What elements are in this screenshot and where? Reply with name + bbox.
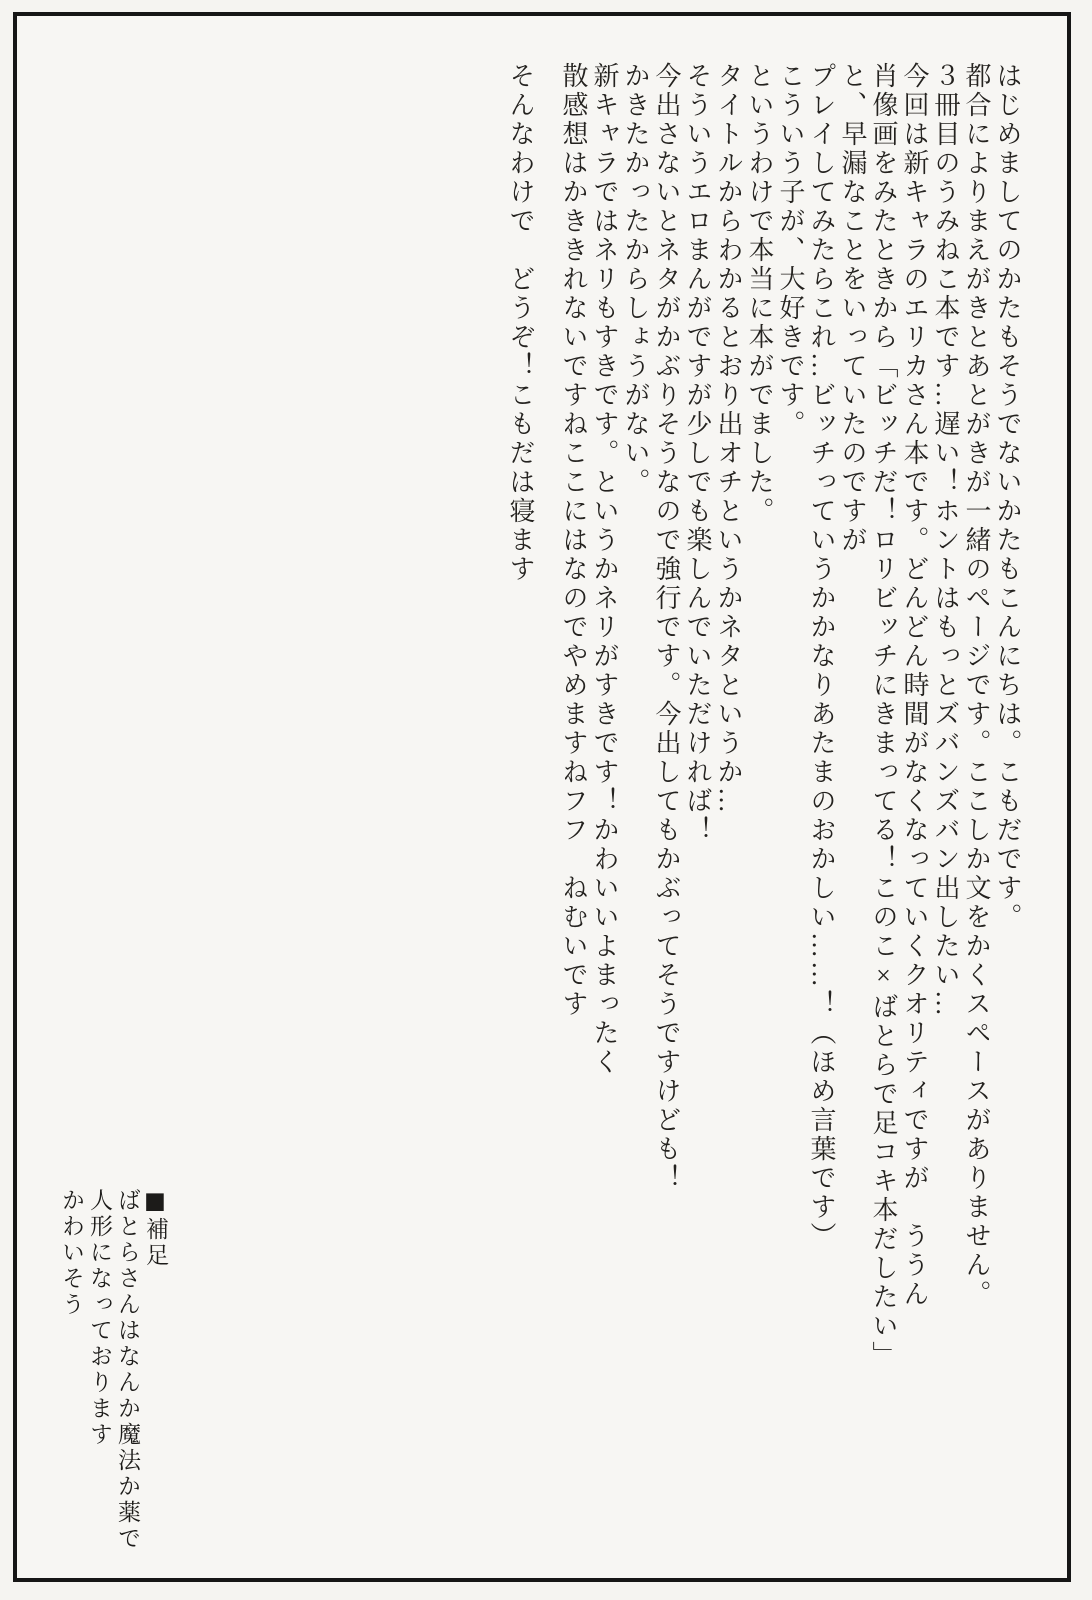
afterword-line: と、早漏なことをいっていたのですが xyxy=(838,62,867,555)
afterword-line: はじめましてのかたもそうでないかたもこんにちは。こもだです。 xyxy=(993,62,1022,932)
page-border-frame xyxy=(13,12,1071,1582)
afterword-line: そういうエロまんがですが少しでも楽しんでいただければ！ xyxy=(683,62,712,845)
note-line: 人形になっております xyxy=(86,1188,112,1448)
afterword-line: 肖像画をみたときから「ビッチだ！ロリビッチにきまってる！このこ×ばとらで足コキ本だしたい」 xyxy=(869,62,898,1370)
afterword-closing-line: そんなわけで どうぞ！こもだは寝ます xyxy=(506,62,535,584)
afterword-text-block xyxy=(505,62,1023,1542)
note-line: ばとらさんはなんか魔法か薬で xyxy=(114,1188,140,1552)
note-heading: ■補足 xyxy=(142,1188,168,1269)
afterword-line: かきたかったからしょうがない。 xyxy=(621,62,650,497)
supplement-note-block xyxy=(57,1188,169,1588)
note-line: かわいそう xyxy=(58,1188,84,1318)
afterword-line: タイトルからわかるとおり出オチというかネタというか… xyxy=(714,62,743,816)
afterword-line: というわけで本当に本がでました。 xyxy=(745,62,774,526)
afterword-line: こういう子が、大好きです。 xyxy=(776,62,805,439)
afterword-line: ３冊目のうみねこ本です…遅い！ホントはもっとズバンズバン出したい… xyxy=(931,62,960,1019)
afterword-line: 都合によりまえがきとあとがきが一緒のページです。ここしか文をかくスペースがありません。 xyxy=(962,62,991,1309)
afterword-line: 今出さないとネタがかぶりそうなので強行です。今出してもかぶってそうですけども！ xyxy=(652,62,681,1193)
afterword-line: 散感想はかききれないですねここにはなのでやめますねフフ ねむいです xyxy=(559,62,588,1019)
afterword-line: 今回は新キャラのエリカさん本です。どんどん時間がなくなっていくクオリティですが ううん xyxy=(900,62,929,1309)
afterword-line: 新キャラではネリもすきです。というかネリがすきです！かわいいよまったく xyxy=(590,62,619,1077)
afterword-line: プレイしてみたらこれ…ビッチっていうかかなりあたまのおかしい……！（ほめ言葉です） xyxy=(807,62,836,1251)
